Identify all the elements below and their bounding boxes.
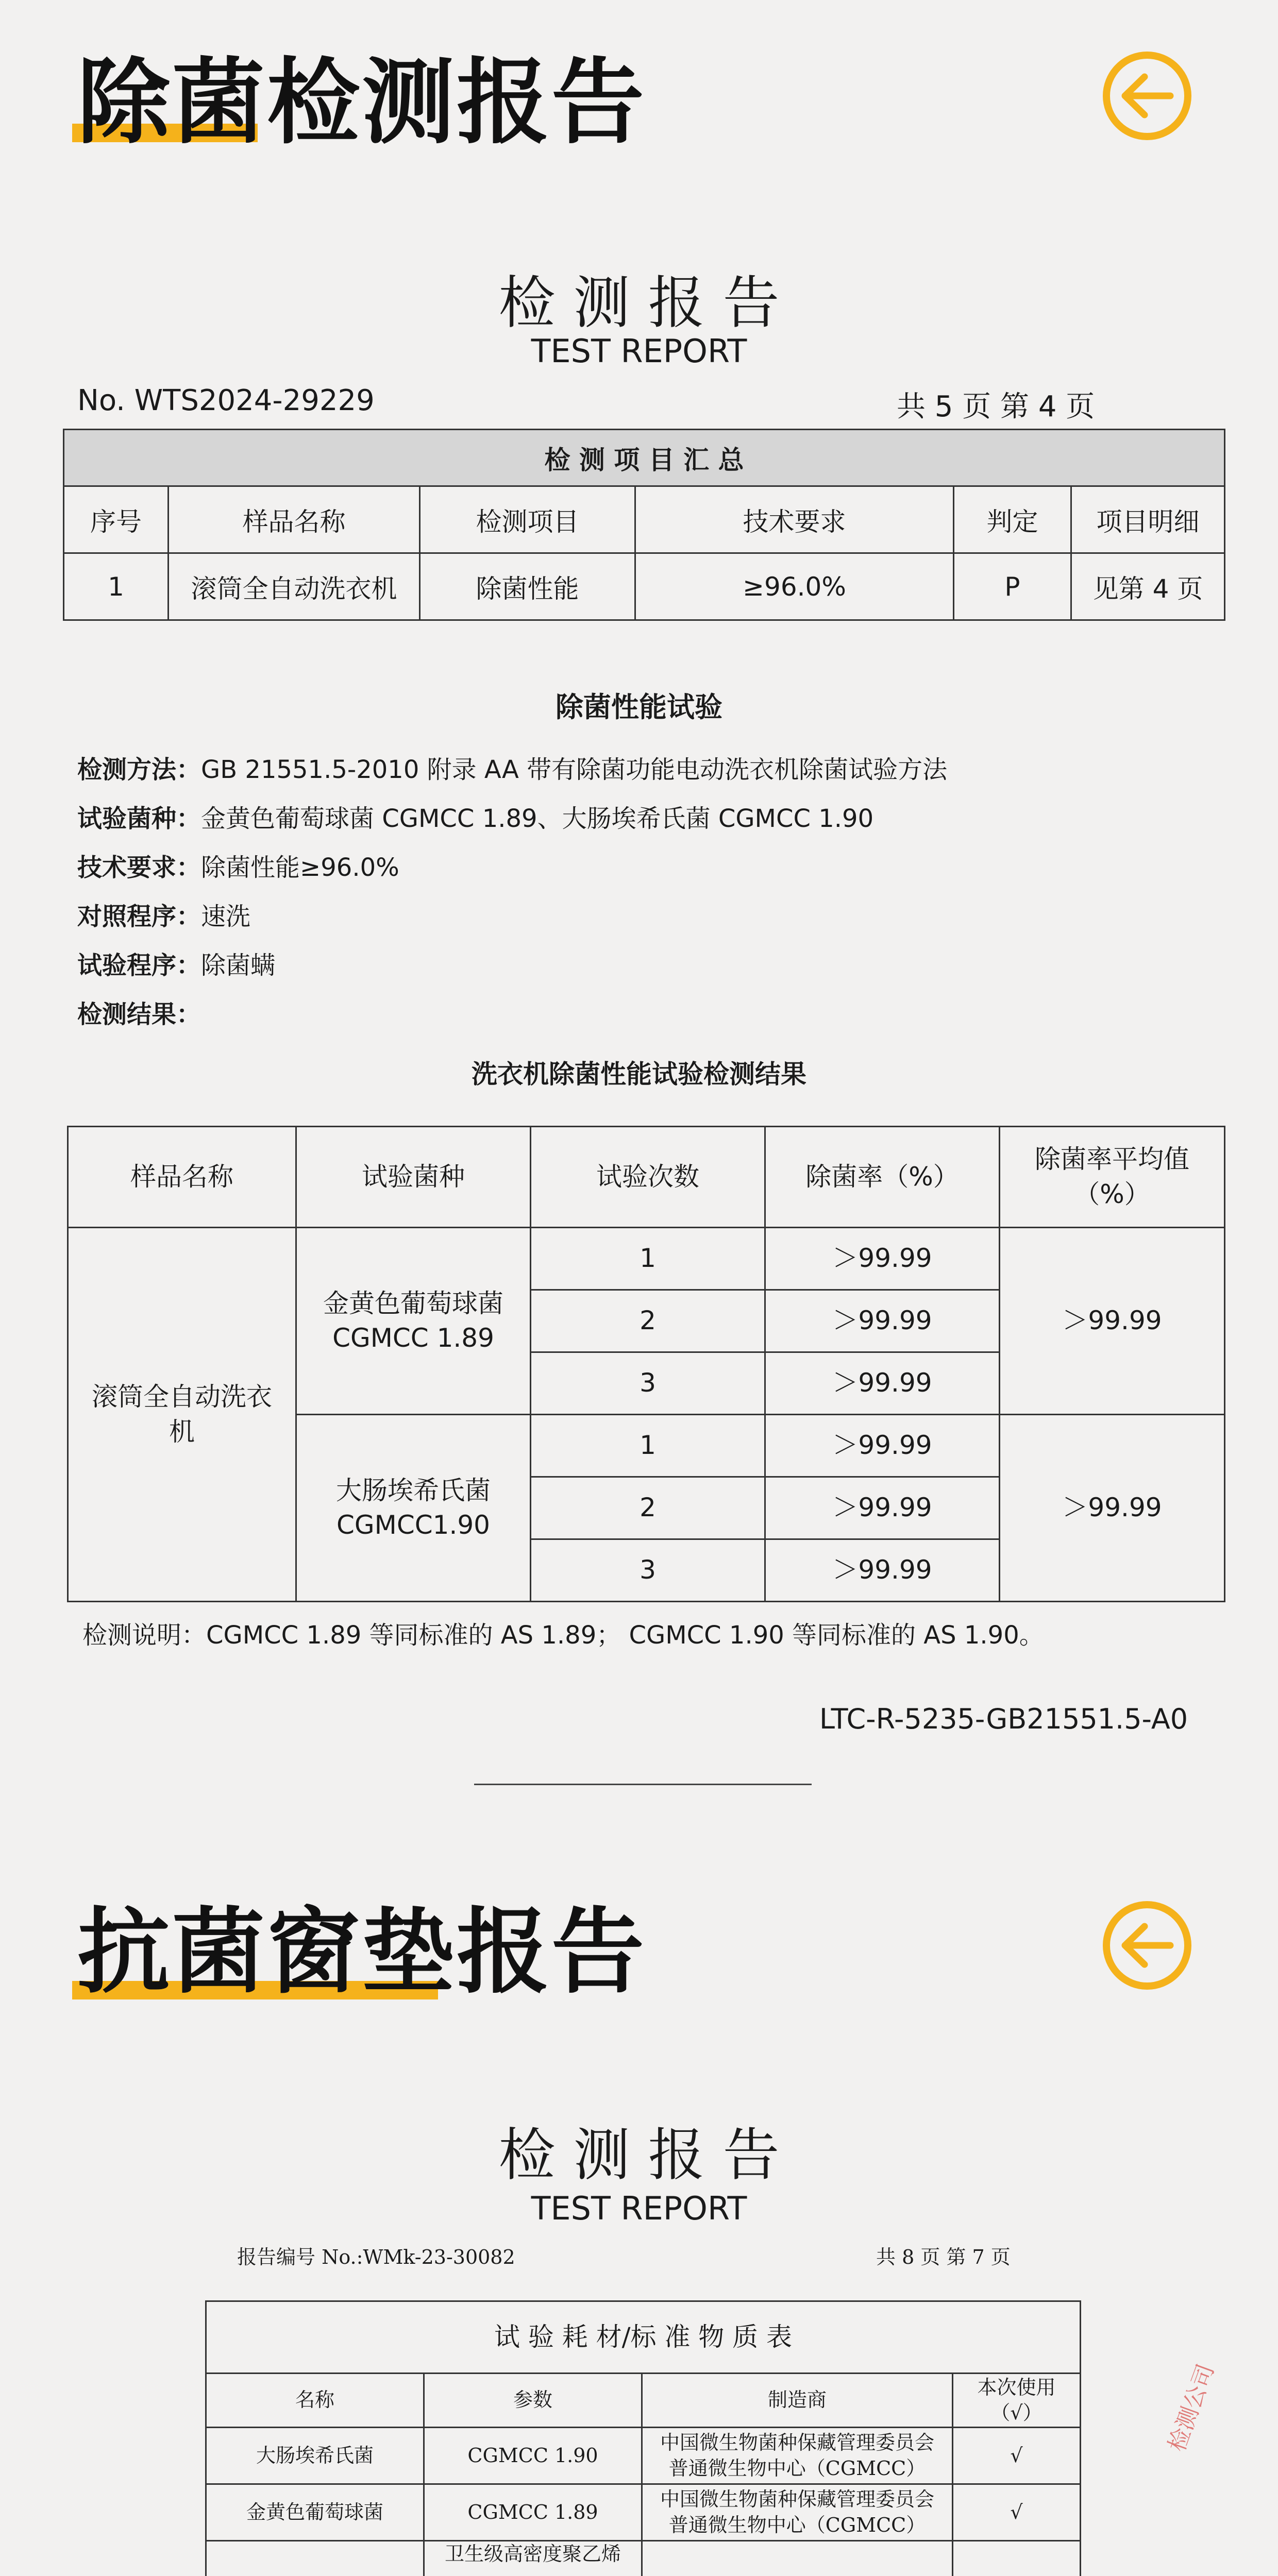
back-button[interactable] xyxy=(1103,1901,1191,1990)
avg-cell: ＞99.99 xyxy=(1000,1415,1225,1602)
header-cell: 试验菌种 xyxy=(296,1127,531,1228)
strain-cell xyxy=(296,1228,531,1415)
field-requirement xyxy=(77,848,399,883)
table-cell: 金黄色葡萄球菌 xyxy=(206,2484,424,2541)
section-title: 除菌检测报告 xyxy=(77,57,646,149)
field-value: GB 21551.5-2010 附录 AA 带有除菌功能电动洗衣机除菌试验方法 xyxy=(201,755,947,784)
rate-cell: ＞99.99 xyxy=(765,1477,1000,1539)
header-cell: 样品名称 xyxy=(169,486,420,553)
table-cell: 卫生级高密度聚乙烯 xyxy=(424,2541,642,2576)
cell-text: 中国微生物菌种保藏管理委员会普通微生物中心（CGMCC） xyxy=(660,2488,934,2536)
field-program xyxy=(77,945,275,981)
table-cell: ≥96.0% xyxy=(635,553,954,620)
table-cell xyxy=(953,2541,1081,2576)
field-label: 试验程序： xyxy=(77,951,201,980)
run-cell: 3 xyxy=(531,1539,765,1602)
header-cell: 序号 xyxy=(64,486,169,553)
run-cell: 1 xyxy=(531,1228,765,1290)
page-info: 共 5 页 第 4 页 xyxy=(897,384,1095,425)
table-cell: 滚筒全自动洗衣机 xyxy=(169,553,420,620)
header-cell: 除菌率（%） xyxy=(765,1127,1000,1228)
run-cell: 2 xyxy=(531,1290,765,1352)
header-cell: 参数 xyxy=(424,2374,642,2428)
red-stamp: 检测公司 xyxy=(1158,2359,1220,2455)
run-cell: 1 xyxy=(531,1415,765,1477)
results-table xyxy=(67,1126,1225,1602)
field-value: 除菌螨 xyxy=(201,951,275,980)
field-value: 除菌性能≥96.0% xyxy=(201,853,399,882)
back-arrow-icon xyxy=(1119,1922,1175,1969)
run-cell: 2 xyxy=(531,1477,765,1539)
table-cell xyxy=(206,2541,424,2576)
table-cell xyxy=(642,2541,953,2576)
avg-cell: ＞99.99 xyxy=(1000,1228,1225,1415)
rate-cell: ＞99.99 xyxy=(765,1539,1000,1602)
materials-table xyxy=(205,2300,1081,2576)
report-number: No. WTS2024-29229 xyxy=(77,384,375,417)
rate-cell: ＞99.99 xyxy=(765,1352,1000,1415)
header-cell: 检测项目 xyxy=(420,486,635,553)
header-cell xyxy=(953,2374,1081,2428)
table-cell: 大肠埃希氏菌 xyxy=(206,2428,424,2484)
table-cell: 除菌性能 xyxy=(420,553,635,620)
rate-cell: ＞99.99 xyxy=(765,1228,1000,1290)
header-cell: 判定 xyxy=(954,486,1071,553)
results-heading: 洗衣机除菌性能试验检测结果 xyxy=(0,1054,1278,1091)
sample-cell xyxy=(68,1228,296,1602)
field-label: 检测结果： xyxy=(77,1000,201,1029)
table-cell xyxy=(642,2428,953,2484)
back-arrow-icon xyxy=(1119,73,1175,119)
back-button[interactable] xyxy=(1103,52,1191,140)
section-title: 抗菌窗垫报告 xyxy=(77,1906,646,1999)
materials-caption: 试 验 耗 材/标 准 物 质 表 xyxy=(206,2301,1081,2374)
field-method xyxy=(77,750,947,785)
header-text: 本次使用（√） xyxy=(977,2376,1055,2424)
report-title: 检 测 报 告 xyxy=(0,2110,1278,2191)
summary-caption: 检 测 项 目 汇 总 xyxy=(64,430,1225,486)
table-cell xyxy=(642,2484,953,2541)
header-cell: 名称 xyxy=(206,2374,424,2428)
table-cell: √ xyxy=(953,2484,1081,2541)
table-cell: √ xyxy=(953,2428,1081,2484)
field-control xyxy=(77,896,250,932)
header-cell: 技术要求 xyxy=(635,486,954,553)
rate-cell: ＞99.99 xyxy=(765,1290,1000,1352)
header-cell: 制造商 xyxy=(642,2374,953,2428)
report-code: LTC-R-5235-GB21551.5-A0 xyxy=(819,1703,1188,1735)
field-result xyxy=(77,994,201,1030)
summary-table xyxy=(63,429,1225,621)
section-divider xyxy=(474,1784,812,1785)
report-number: 报告编号 No.:WMk-23-30082 xyxy=(237,2241,515,2269)
table-cell: CGMCC 1.89 xyxy=(424,2484,642,2541)
page-info: 共 8 页 第 7 页 xyxy=(876,2241,1011,2269)
header-cell: 试验次数 xyxy=(531,1127,765,1228)
strain-cell xyxy=(296,1415,531,1602)
strain-name: 大肠埃希氏菌 CGMCC1.90 xyxy=(336,1476,491,1540)
field-value: 速洗 xyxy=(201,902,250,931)
rate-cell: ＞99.99 xyxy=(765,1415,1000,1477)
field-label: 技术要求： xyxy=(77,853,201,882)
field-label: 试验菌种： xyxy=(77,804,201,833)
run-cell: 3 xyxy=(531,1352,765,1415)
field-label: 检测方法： xyxy=(77,755,201,784)
strain-name: 金黄色葡萄球菌 CGMCC 1.89 xyxy=(323,1289,503,1353)
table-cell: P xyxy=(954,553,1071,620)
field-value: 金黄色葡萄球菌 CGMCC 1.89、大肠埃希氏菌 CGMCC 1.90 xyxy=(201,804,873,833)
table-cell: CGMCC 1.90 xyxy=(424,2428,642,2484)
test-heading: 除菌性能试验 xyxy=(0,685,1278,725)
report-title: 检 测 报 告 xyxy=(0,258,1278,339)
cell-text: 中国微生物菌种保藏管理委员会普通微生物中心（CGMCC） xyxy=(660,2431,934,2479)
header-cell: 样品名称 xyxy=(68,1127,296,1228)
report-subtitle: TEST REPORT xyxy=(0,2190,1278,2227)
sample-name: 滚筒全自动洗衣机 xyxy=(92,1382,272,1447)
header-text: 除菌率平均值（%） xyxy=(1035,1144,1189,1209)
report-subtitle: TEST REPORT xyxy=(0,332,1278,370)
field-strains xyxy=(77,799,873,834)
table-cell: 1 xyxy=(64,553,169,620)
table-cell: 见第 4 页 xyxy=(1071,553,1225,620)
header-cell: 项目明细 xyxy=(1071,486,1225,553)
test-note: 检测说明：CGMCC 1.89 等同标准的 AS 1.89； CGMCC 1.90 等同标准的 AS 1.90。 xyxy=(82,1615,1044,1651)
field-label: 对照程序： xyxy=(77,902,201,931)
header-cell xyxy=(1000,1127,1225,1228)
